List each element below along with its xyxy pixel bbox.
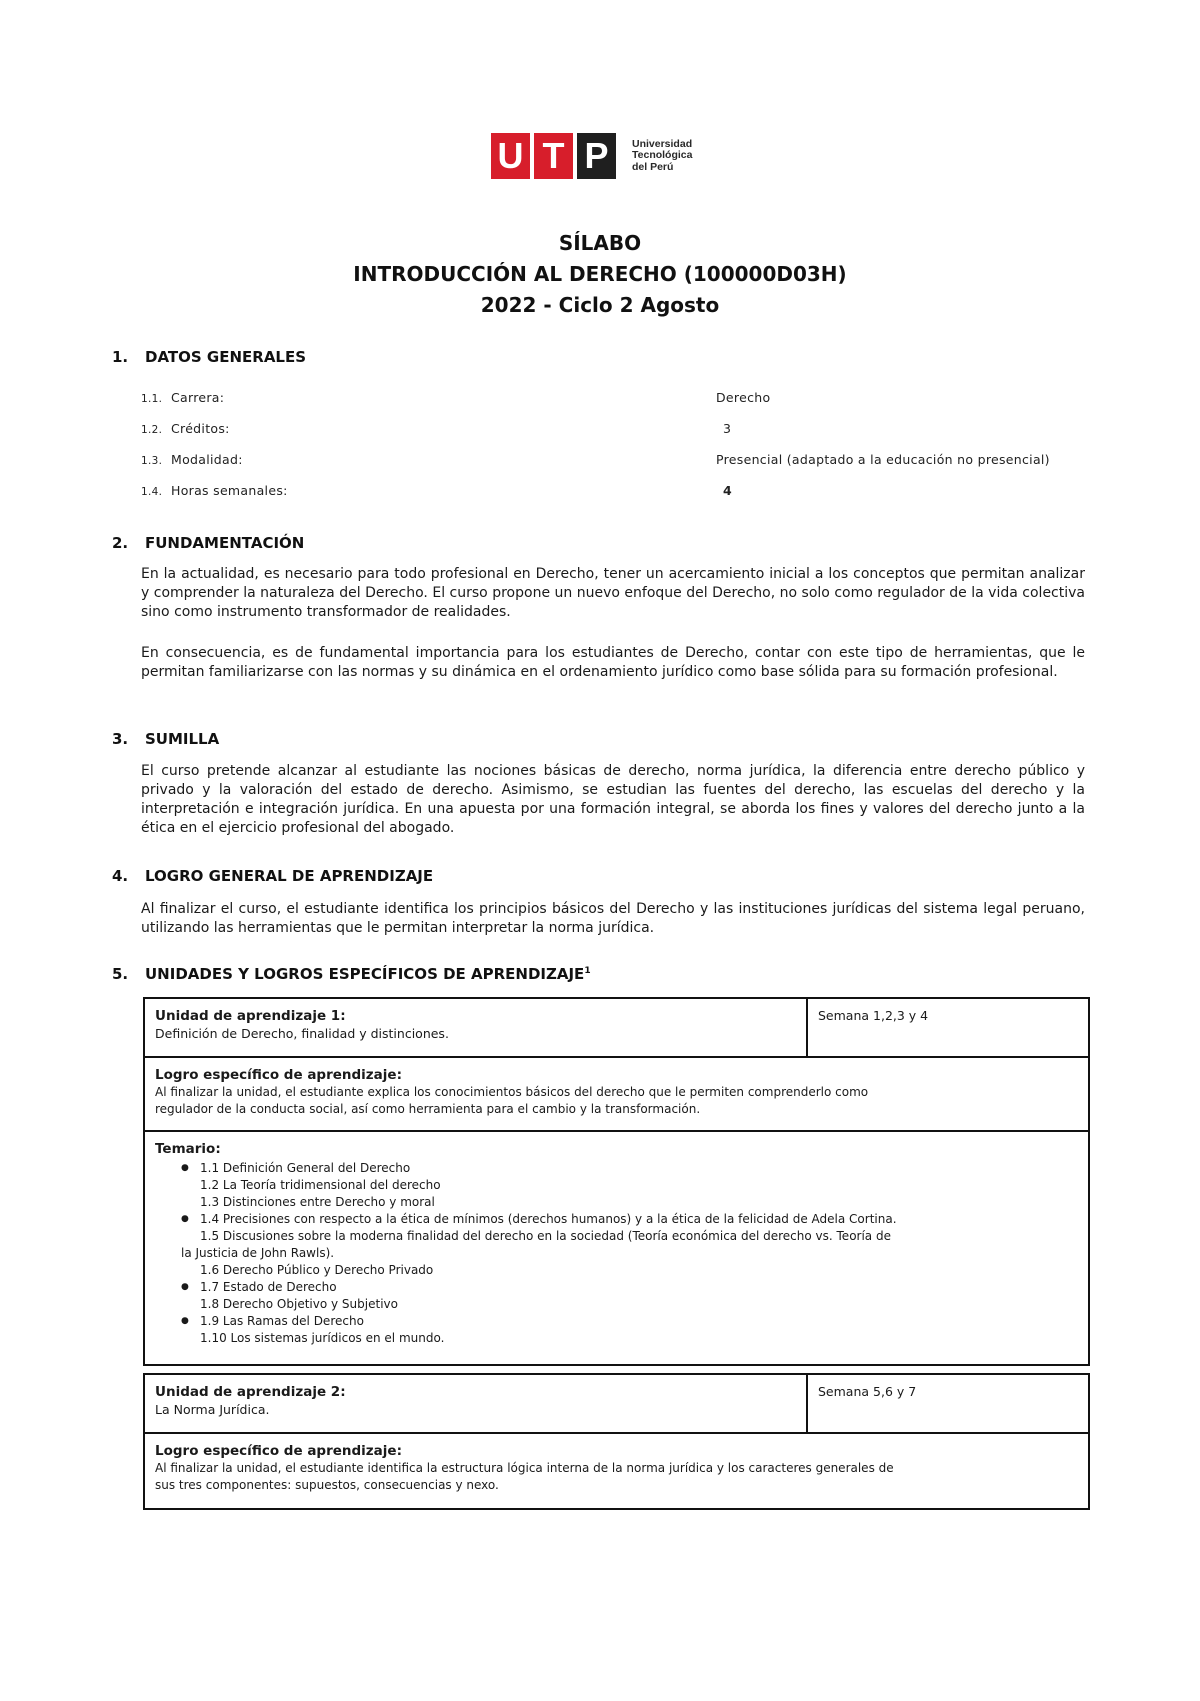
- section-heading-fundamentacion: [112, 534, 304, 552]
- unit-1-logro-row: [145, 1058, 1088, 1132]
- title-line-3: 2022 - Ciclo 2 Agosto: [480, 293, 720, 317]
- row-number: 1.4.: [141, 486, 163, 498]
- footnote-marker: 1: [584, 966, 591, 976]
- temario-item: 1.3 Distinciones entre Derecho y moral: [200, 1195, 435, 1209]
- unit-2-logro-row: [145, 1434, 1088, 1508]
- logro-text-line: Al finalizar la unidad, el estudiante explica los conocimientos básicos del derecho que le permiten comprenderlo como: [155, 1085, 869, 1099]
- temario-item: 1.10 Los sistemas jurídicos en el mundo.: [200, 1331, 445, 1345]
- document-title: [0, 228, 1200, 321]
- logro-text-line: sus tres componentes: supuestos, consecuencias y nexo.: [155, 1478, 499, 1492]
- section-heading-unidades: [112, 965, 591, 983]
- row-number: 1.2.: [141, 424, 163, 436]
- temario-item: ● 1.1 Definición General del Derecho: [155, 1160, 1078, 1177]
- logo-text-line: del Perú: [632, 160, 674, 173]
- temario-list: [155, 1160, 1078, 1347]
- fundamentacion-paragraph-1: En la actualidad, es necesario para todo profesional en Derecho, tener un acercamiento inicial a los conceptos que permitan analizar y comprender la naturaleza del Derecho. El curso propone un nuevo enfoque del Derecho, no solo como regulador de la vida colectiva sino como instrumento transformador de realidades.: [141, 566, 1085, 620]
- section-title: FUNDAMENTACIÓN: [145, 534, 305, 552]
- temario-item: 1.2 La Teoría tridimensional del derecho: [200, 1178, 441, 1192]
- section-title: DATOS GENERALES: [145, 348, 307, 366]
- row-number: 1.3.: [141, 455, 163, 467]
- temario-heading: Temario: [155, 1141, 216, 1157]
- row-value: 3: [723, 421, 732, 436]
- logo-wordmark: [632, 139, 692, 174]
- unit-1-weeks-cell: Semana 1,2,3 y 4: [818, 1008, 929, 1023]
- unit-1-header-row: [145, 999, 1088, 1058]
- row-label: Modalidad:: [171, 452, 243, 467]
- section-number: 2.: [112, 534, 129, 552]
- row-label: Carrera:: [171, 390, 225, 405]
- row-label: Créditos:: [171, 421, 230, 436]
- section-title: SUMILLA: [145, 730, 220, 748]
- section-number: 5.: [112, 965, 129, 983]
- section-title: UNIDADES Y LOGROS ESPECÍFICOS DE APRENDIZAJE: [145, 965, 585, 983]
- logo-letter-p: P: [577, 133, 616, 179]
- temario-item: ● 1.7 Estado de Derecho: [155, 1279, 1078, 1296]
- unit-2-title-cell: Unidad de aprendizaje 2: La Norma Jurídica.: [145, 1375, 808, 1432]
- utp-logo: [491, 133, 692, 179]
- title-line-2: INTRODUCCIÓN AL DERECHO (100000D03H): [353, 262, 847, 286]
- temario-item: la Justicia de John Rawls).: [181, 1246, 335, 1260]
- logro-text-line: Al finalizar la unidad, el estudiante identifica la estructura lógica interna de la norma jurídica y los caracteres generales de: [155, 1461, 894, 1475]
- logo-text-line: Universidad: [632, 137, 693, 150]
- title-line-1: SÍLABO: [558, 231, 642, 255]
- fundamentacion-paragraph-2: En consecuencia, es de fundamental importancia para los estudiantes de Derecho, contar con este tipo de herramientas, que le permitan familiarizarse con las normas y su dinámica en el ordenamiento jurídico como base sólida para su formación profesional.: [141, 645, 1085, 680]
- temario-item: 1.5 Discusiones sobre la moderna finalidad del derecho en la sociedad (Teoría económica del derecho vs. Teoría de: [200, 1229, 891, 1243]
- logro-text-line: regulador de la conducta social, así como herramienta para el cambio y la transformación.: [155, 1102, 701, 1116]
- temario-item: 1.6 Derecho Público y Derecho Privado: [200, 1263, 434, 1277]
- unit-2-weeks-cell: Semana 5,6 y 7: [818, 1384, 917, 1399]
- logo-text-line: Tecnológica: [632, 149, 693, 162]
- unit-2-table: [143, 1373, 1090, 1510]
- temario-item: 1.8 Derecho Objetivo y Subjetivo: [200, 1297, 398, 1311]
- logro-heading: Logro específico de aprendizaje: [155, 1443, 397, 1459]
- section-heading-sumilla: [112, 730, 219, 748]
- row-label: Horas semanales:: [171, 483, 288, 498]
- row-value: 4: [723, 483, 732, 498]
- logro-general-paragraph: Al finalizar el curso, el estudiante identifica los principios básicos del Derecho y las instituciones jurídicas del sistema legal peruano, utilizando las herramientas que le permitan interpretar la norma jurídica.: [141, 901, 1085, 936]
- section-heading-logro-general: [112, 867, 433, 885]
- unit-1-logro-cell: Logro específico de aprendizaje: Al finalizar la unidad, el estudiante explica los conocimientos básicos del derecho que le permiten comprenderlo como regulador de la conducta social, así como herramienta para el cambio y la transformación.: [145, 1058, 1088, 1130]
- logo-letter-u: U: [491, 133, 530, 179]
- section-number: 3.: [112, 730, 129, 748]
- unit-1-temario-cell: Temario: ● 1.1 Definición General del Derecho 1.2 La Teoría tridimensional del derecho 1.3 Distinciones entre Derecho y moral ● 1.4 Precisiones con respecto a la ética de mínimos (derechos humanos) y a la ética de la felicidad de Adela Cortina. 1.5 Discusiones sobre la moderna finalidad del derecho en la sociedad (Teoría económica del derecho vs. Teoría de la Justicia de John Rawls). 1.6 Derecho Público y Derecho Privado ● 1.7 Estado de Derecho 1.8 Derecho Objetivo y Subjetivo ● 1.9 Las Ramas del Derecho 1.10 Los sistemas jurídicos en el mundo.: [145, 1132, 1088, 1364]
- unit-heading: Unidad de aprendizaje 2: [155, 1384, 341, 1400]
- unit-heading: Unidad de aprendizaje 1: [155, 1008, 341, 1024]
- logro-heading: Logro específico de aprendizaje: [155, 1067, 397, 1083]
- section-heading-datos-generales: [112, 348, 306, 366]
- unit-subtitle: La Norma Jurídica.: [155, 1402, 270, 1417]
- unit-2-header-row: [145, 1375, 1088, 1434]
- row-number: 1.1.: [141, 393, 163, 405]
- logo-letter-t: T: [534, 133, 573, 179]
- section-number: 1.: [112, 348, 129, 366]
- unit-2-logro-cell: Logro específico de aprendizaje: Al finalizar la unidad, el estudiante identifica la estructura lógica interna de la norma jurídica y los caracteres generales de sus tres componentes: supuestos, consecuencias y nexo.: [145, 1434, 1088, 1508]
- unit-1-temario-row: [145, 1132, 1088, 1364]
- row-value: Derecho: [716, 390, 771, 405]
- row-value: Presencial (adaptado a la educación no presencial): [716, 452, 1050, 467]
- unit-1-table: [143, 997, 1090, 1366]
- temario-item: ● 1.4 Precisiones con respecto a la ética de mínimos (derechos humanos) y a la ética de la felicidad de Adela Cortina.: [155, 1211, 1078, 1228]
- sumilla-paragraph: El curso pretende alcanzar al estudiante las nociones básicas de derecho, norma jurídica, la diferencia entre derecho público y privado y la valoración del estado de derecho. Asimismo, se estudian las fuentes del derecho, las escuelas del derecho y la interpretación e integración jurídica. En una apuesta por una formación integral, se aborda los fines y valores del derecho junto a la ética en el ejercicio profesional del abogado.: [141, 763, 1085, 836]
- section-number: 4.: [112, 867, 129, 885]
- unit-subtitle: Definición de Derecho, finalidad y distinciones.: [155, 1026, 449, 1041]
- unit-1-title-cell: Unidad de aprendizaje 1: Definición de Derecho, finalidad y distinciones.: [145, 999, 808, 1056]
- utp-logo-letters: [491, 133, 620, 179]
- section-title: LOGRO GENERAL DE APRENDIZAJE: [145, 867, 434, 885]
- temario-item: ● 1.9 Las Ramas del Derecho: [155, 1313, 1078, 1330]
